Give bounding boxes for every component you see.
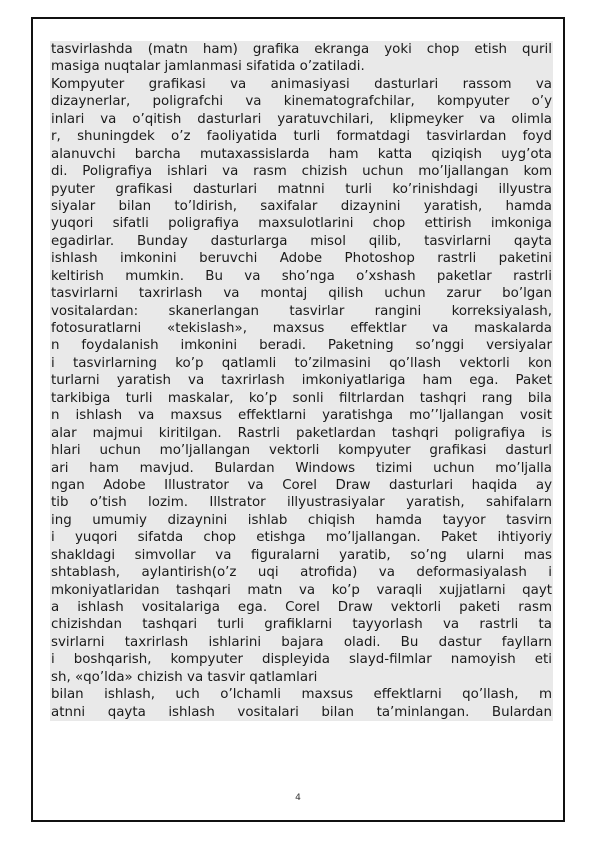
text-line: ing umumiy dizaynini ishlab chiqish hamda tayyor tasvirn [51, 512, 552, 528]
text-line: tib o’tish lozim. Illstrator illyustrasiyalar yaratish, sahifalarn [51, 495, 552, 511]
page-number: 4 [295, 793, 301, 803]
text-line: tasvirlarni taxrirlash va montaj qilish uchun zarur bo’lgan [51, 286, 552, 302]
text-line: tarkibiga turli maskalar, ko’p sonli filtrlardan tashqri rang bila [51, 390, 552, 406]
text-line: di. Poligrafiya ishlari va rasm chizish uchun mo’ljallangan kom [51, 164, 552, 180]
text-line: r, shuningdek o’z faoliyatida turli formatdagi tasvirlardan foyd [51, 129, 552, 145]
text-line: ari ham mavjud. Bulardan Windows tizimi uchun mo’ljalla [51, 460, 552, 476]
text-line: shakldagi simvollar va figuralarni yaratib, so’ng ularni mas [51, 547, 552, 563]
text-line: siyalar bilan to’ldirish, saxifalar dizaynini yaratish, hamda [51, 198, 552, 214]
text-line: pyuter grafikasi dasturlari matnni turli ko’rinishdagi illyustra [51, 181, 552, 197]
text-line: a ishlash vositalariga ega. Corel Draw vektorli paketi rasm [51, 600, 552, 615]
text-line: inlari va o’qitish dasturlari yaratuvchilari, klipmeyker va olimla [51, 111, 552, 127]
text-line: fotosuratlarni «tekislash», maxsus effektlar va maskalarda [51, 321, 552, 336]
text-line: chizishdan tashqari turli grafiklarni tayyorlash va rastrli ta [51, 617, 552, 633]
text-line: shtablash, aylantirish(o’z uqi atrofida) va deformasiyalash i [51, 565, 552, 581]
text-line: Kompyuter grafikasi va animasiyasi dasturlari rassom va [51, 76, 552, 92]
text-line: hlari uchun mo’ljallangan vektorli kompyuter grafikasi dasturl [51, 443, 552, 459]
text-line: dizaynerlar, poligrafchi va kinematografchilar, kompyuter o’y [51, 94, 552, 110]
text-line: yuqori sifatli poligrafiya maxsulotlarini chop ettirish imkoniga [51, 216, 552, 232]
text-line: i boshqarish, kompyuter displeyida slayd-filmlar namoyish eti [51, 652, 552, 668]
text-line: keltirish mumkin. Bu va sho’nga o’xshash paketlar rastrli [51, 268, 552, 284]
text-line: ishlash imkonini beruvchi Adobe Photoshop rastrli paketini [51, 251, 552, 267]
text-line: alar majmui kiritilgan. Rastrli paketlardan tashqri poligrafiya is [51, 425, 552, 441]
text-line: bilan ishlash, uch o’lchamli maxsus effektlarni qo’llash, m [51, 687, 552, 703]
text-line: n ishlash va maxsus effektlarni yaratishga mo’’ljallangan vosit [51, 408, 552, 424]
text-line: sh, «qo’lda» chizish va tasvir qatlamlari [50, 669, 553, 686]
text-line: atnni qayta ishlash vositalari bilan ta’minlangan. Bulardan [51, 704, 552, 720]
body-text [50, 41, 553, 721]
text-line: masiga nuqtalar jamlanmasi sifatida o’zatiladi. [50, 58, 553, 75]
text-line: egadirlar. Bunday dasturlarga misol qilib, tasvirlarni qayta [51, 233, 552, 249]
text-line: ngan Adobe Illustrator va Corel Draw dasturlari haqida ay [51, 477, 552, 493]
text-line: svirlarni taxrirlash ishlarini bajara oladi. Bu dastur fayllarn [51, 634, 552, 650]
text-line: n foydalanish imkonini beradi. Paketning so’nggi versiyalar [51, 338, 552, 354]
text-line: vositalardan: skanerlangan tasvirlar rangini korreksiyalash, [51, 303, 552, 319]
text-line: i tasvirlarning ko’p qatlamli to’zilmasini qo’llash vektorli kon [51, 355, 552, 371]
text-line: tasvirlashda (matn ham) grafika ekranga yoki chop etish quril [51, 42, 552, 57]
text-line: i yuqori sifatda chop etishga mo’ljallangan. Paket ihtiyoriy [51, 530, 552, 546]
text-line: alanuvchi barcha mutaxassislarda ham katta qiziqish uyg’ota [51, 146, 552, 162]
text-line: turlarni yaratish va taxrirlash imkoniyatlariga ham ega. Paket [51, 373, 552, 389]
text-line: mkoniyatlaridan tashqari matn va ko’p varaqli xujjatlarni qayt [51, 582, 552, 598]
